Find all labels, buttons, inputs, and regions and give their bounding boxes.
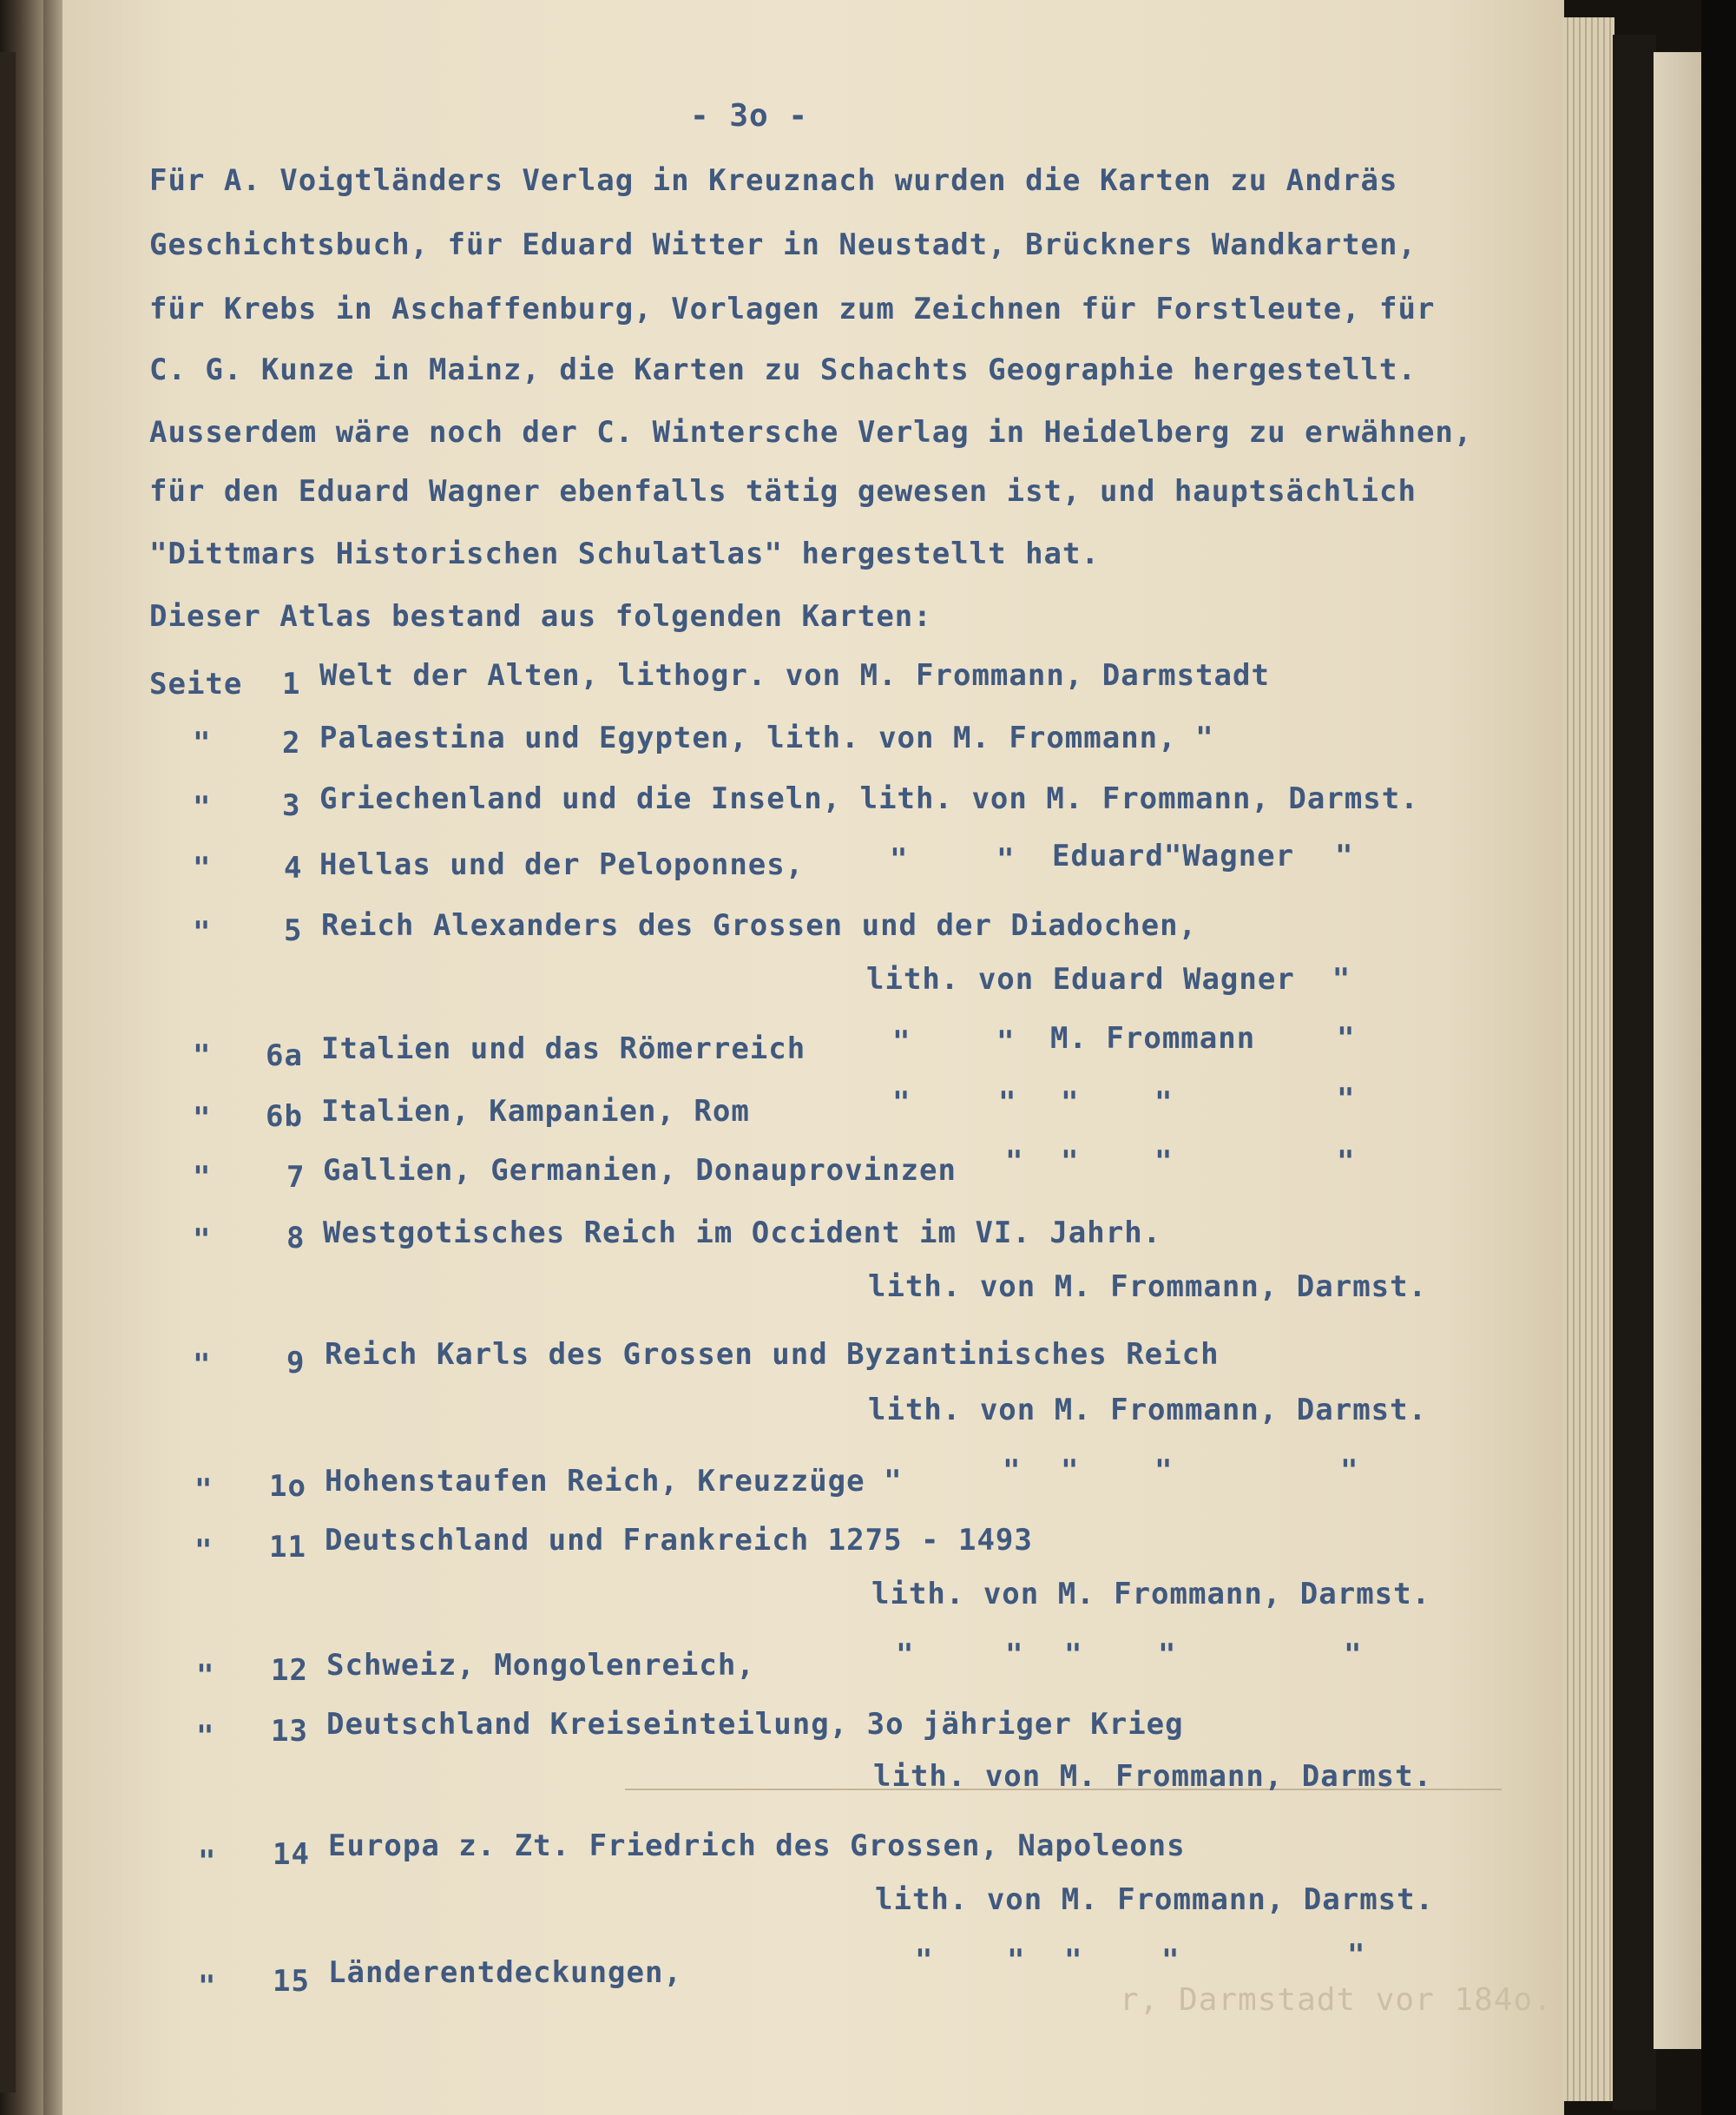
ditto-mark: "	[1337, 1082, 1356, 1117]
list-title: Schweiz, Mongolenreich,	[326, 1648, 755, 1683]
list-continuation: lith. von Eduard Wagner "	[866, 962, 1351, 997]
list-title: Europa z. Zt. Friedrich des Grossen, Napoleons	[328, 1828, 1186, 1863]
ditto-mark: "	[193, 1160, 212, 1195]
list-continuation: lith. von M. Frommann, Darmst.	[873, 1759, 1433, 1794]
ditto-mark: "	[194, 1533, 214, 1568]
cover-edge	[1654, 52, 1701, 2049]
list-number: 14	[273, 1837, 310, 1872]
ditto-mark: "	[1154, 1085, 1174, 1120]
list-number: 9	[286, 1346, 306, 1380]
ditto-mark: "	[193, 1222, 212, 1257]
ditto-mark: "	[915, 1943, 934, 1978]
ditto-mark: "	[892, 1025, 911, 1059]
list-title: Griechenland und die Inseln, lith. von M. Frommann, Darmst.	[319, 781, 1419, 816]
ditto-mark: "	[193, 1101, 212, 1136]
list-number: 6a	[266, 1038, 303, 1073]
list-number: 12	[271, 1653, 308, 1688]
page-number: - 3o -	[690, 98, 809, 134]
list-continuation: lith. von M. Frommann, Darmst.	[868, 1393, 1428, 1427]
ditto-mark: "	[1064, 1943, 1083, 1978]
list-number: 2	[282, 726, 301, 761]
list-continuation: lith. von M. Frommann, Darmst.	[875, 1882, 1435, 1917]
ditto-mark: "	[193, 790, 212, 825]
ditto-mark: "	[198, 1969, 217, 2004]
ditto-mark: "	[193, 915, 212, 950]
paragraph-line: C. G. Kunze in Mainz, die Karten zu Schachts Geographie hergestellt.	[149, 352, 1417, 387]
ditto-mark: "	[1154, 1144, 1174, 1179]
list-title: Gallien, Germanien, Donauprovinzen	[323, 1153, 957, 1188]
ditto-mark: "	[193, 1347, 212, 1382]
ditto-mark: "	[1061, 1453, 1080, 1488]
paragraph-line: für Krebs in Aschaffenburg, Vorlagen zum Zeichnen für Forstleute, für	[149, 292, 1436, 326]
ditto-mark: "	[1161, 1943, 1180, 1978]
ditto-mark: "	[1005, 1637, 1024, 1672]
paragraph-line: Dieser Atlas bestand aus folgenden Karten:	[149, 599, 932, 634]
list-title: Reich Karls des Grossen und Byzantinisches Reich	[325, 1337, 1220, 1372]
ditto-mark: "	[1007, 1943, 1026, 1978]
list-publisher: Eduard"Wagner	[1052, 839, 1295, 873]
ditto-mark: "	[892, 1085, 911, 1120]
paragraph-line: Für A. Voigtländers Verlag in Kreuznach wurden die Karten zu Andräs	[149, 163, 1398, 198]
seite-label: Seite	[149, 667, 243, 702]
list-number: 11	[269, 1530, 306, 1565]
list-title: Hohenstaufen Reich, Kreuzzüge "	[325, 1464, 903, 1499]
list-title: Welt der Alten, lithogr. von M. Frommann, Darmstadt	[319, 658, 1270, 693]
list-number: 5	[284, 913, 303, 948]
list-continuation: lith. von M. Frommann, Darmst.	[868, 1269, 1428, 1304]
ditto-mark: "	[1061, 1144, 1080, 1179]
list-title: Deutschland und Frankreich 1275 - 1493	[325, 1523, 1033, 1558]
ditto-mark: "	[1335, 839, 1354, 873]
ditto-mark: "	[996, 842, 1016, 877]
paragraph-line: für den Eduard Wagner ebenfalls tätig gewesen ist, und hauptsächlich	[149, 474, 1417, 509]
list-title: Länderentdeckungen,	[328, 1955, 682, 1990]
list-number: 1	[282, 667, 301, 702]
ditto-mark: "	[1154, 1453, 1174, 1488]
ditto-mark: "	[1344, 1637, 1363, 1672]
list-number: 7	[286, 1160, 306, 1195]
paragraph-line: "Dittmars Historischen Schulatlas" hergestellt hat.	[149, 537, 1100, 571]
ditto-mark: "	[193, 1038, 212, 1073]
ditto-mark: "	[198, 1844, 217, 1879]
book-cover	[1613, 35, 1656, 2110]
facing-page-shadow	[0, 52, 16, 2092]
ditto-mark: "	[890, 842, 909, 877]
list-number: 8	[286, 1221, 306, 1255]
list-number: 6b	[266, 1099, 303, 1134]
list-title: Hellas und der Peloponnes,	[319, 847, 805, 882]
paragraph-line: Ausserdem wäre noch der C. Wintersche Verlag in Heidelberg zu erwähnen,	[149, 415, 1473, 450]
ditto-mark: "	[193, 726, 212, 761]
ditto-mark: "	[196, 1719, 215, 1754]
ditto-mark: "	[1337, 1144, 1356, 1179]
ditto-mark: "	[1340, 1453, 1359, 1488]
list-title: Deutschland Kreiseinteilung, 3o jähriger Krieg	[326, 1707, 1184, 1742]
ditto-mark: "	[196, 1658, 215, 1693]
list-title: Westgotisches Reich im Occident im VI. Jahrh.	[323, 1216, 1162, 1250]
paragraph-line: Geschichtsbuch, für Eduard Witter in Neustadt, Brückners Wandkarten,	[149, 227, 1417, 262]
ditto-mark: "	[1061, 1085, 1080, 1120]
bleed-through-text: r, Darmstadt vor 184o.	[1120, 1982, 1553, 2018]
list-title: Italien, Kampanien, Rom	[321, 1094, 750, 1129]
background	[1701, 0, 1736, 2115]
list-number: 4	[284, 851, 303, 886]
ditto-mark: "	[1158, 1637, 1177, 1672]
list-title: Reich Alexanders des Grossen und der Diadochen,	[321, 908, 1198, 943]
ditto-mark: "	[1003, 1453, 1022, 1488]
page-stack	[1562, 17, 1614, 2101]
ditto-mark: "	[1064, 1637, 1083, 1672]
ditto-mark: "	[896, 1637, 915, 1672]
ditto-mark: "	[1337, 1021, 1356, 1056]
list-title: Italien und das Römerreich	[321, 1031, 806, 1066]
list-number: 13	[271, 1714, 308, 1749]
list-publisher: M. Frommann	[1050, 1021, 1256, 1056]
ditto-mark: "	[1005, 1144, 1024, 1179]
list-title: Palaestina und Egypten, lith. von M. Frommann, "	[319, 721, 1214, 755]
ditto-mark: "	[193, 851, 212, 886]
ditto-mark: "	[1347, 1938, 1366, 1973]
list-continuation: lith. von M. Frommann, Darmst.	[871, 1577, 1431, 1611]
ditto-mark: "	[996, 1025, 1016, 1059]
ditto-mark: "	[998, 1085, 1017, 1120]
list-number: 1o	[269, 1469, 306, 1504]
list-number: 3	[282, 788, 301, 823]
ditto-mark: "	[194, 1473, 214, 1507]
list-number: 15	[273, 1964, 310, 1999]
